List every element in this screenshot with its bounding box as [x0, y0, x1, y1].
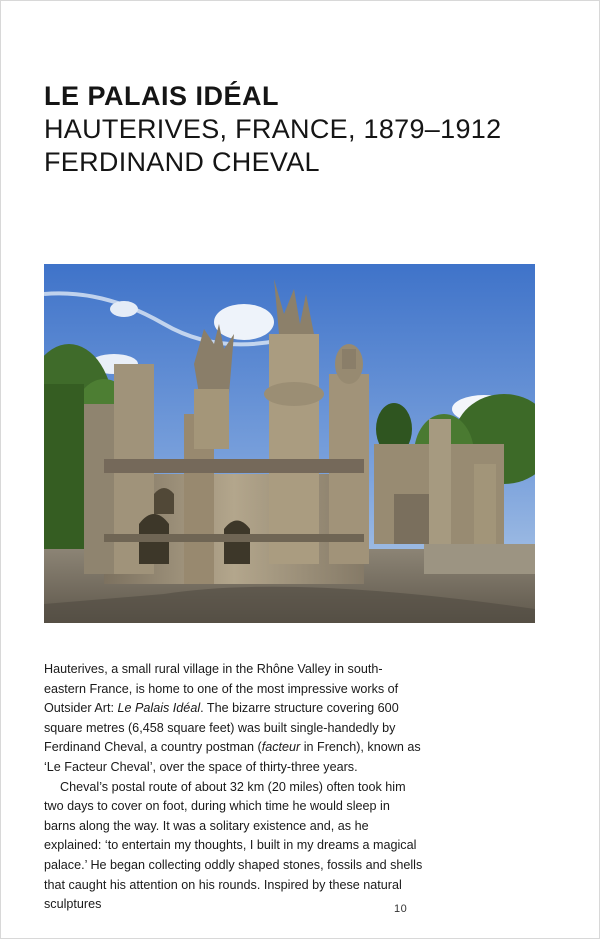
- paragraph-2: Cheval’s postal route of about 32 km (20 miles) often took him two days to cover on foot, during which time he would sleep in barns along the way. It was a solitary existence and, as he explained: ‘to entertain my thoughts, I built in my dreams a magical palace.’ He began collecting oddly shaped stones, fossils and shells that caught his attention on his rounds. Inspired by these natural sculptures: [44, 779, 423, 912]
- italic-title: Le Palais Idéal: [117, 701, 201, 716]
- palais-ideal-photo: [44, 264, 535, 623]
- paragraph-1: Hauterives, a small rural village in the Rhône Valley in south-eastern France, is home to one of the most impressive works of Outsider Art: Le Palais Idéal. The bizarre structure covering 600 square metres (6,458 square feet) was built single-handedly by Ferdinand Cheval, a country postman (facteur in French), known as ‘Le Facteur Cheval’, over the space of thirty-three years.: [44, 662, 421, 774]
- page-number: 10: [394, 903, 408, 915]
- location-subtitle: HAUTERIVES, FRANCE, 1879–1912: [44, 114, 502, 144]
- page-title: LE PALAIS IDÉAL: [44, 81, 280, 111]
- creator-subtitle: FERDINAND CHEVAL: [44, 147, 320, 177]
- body-text: [44, 660, 424, 915]
- italic-word: facteur: [261, 740, 301, 755]
